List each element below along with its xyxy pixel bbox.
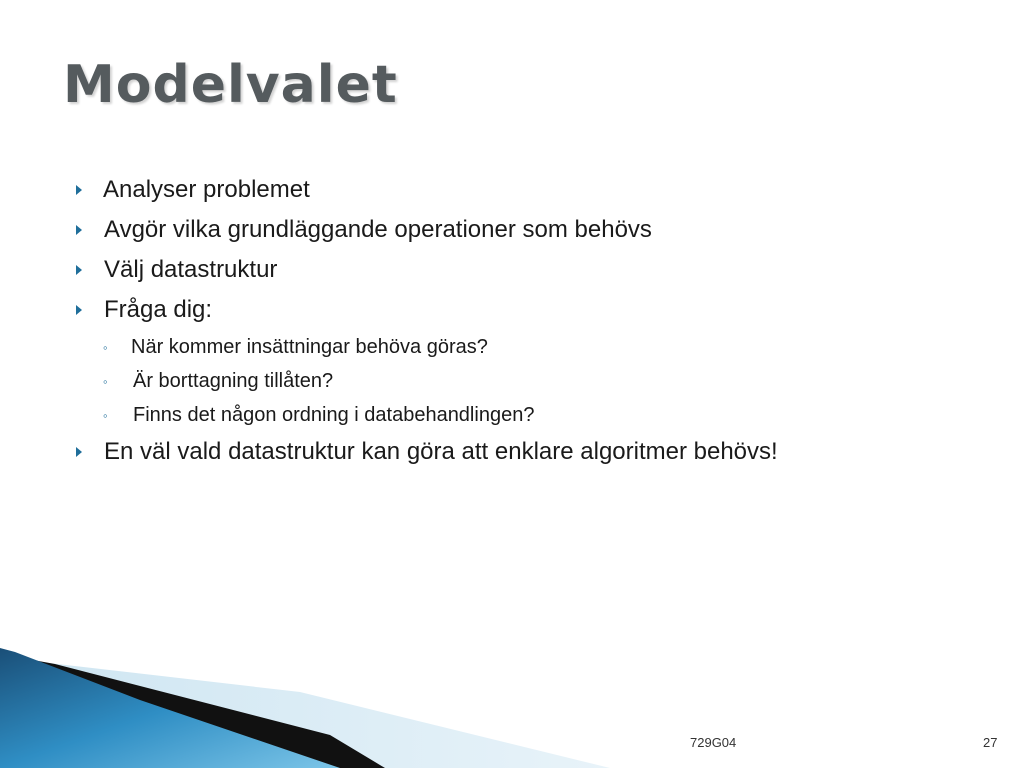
bullet-text: Välj datastruktur (104, 256, 278, 283)
footer-page-number: 27 (983, 735, 998, 750)
sub-bullet-item (103, 335, 488, 359)
bullet-item (76, 256, 277, 284)
triangle-bullet-icon (76, 305, 82, 315)
triangle-bullet-icon (76, 225, 82, 235)
triangle-bullet-icon (76, 447, 82, 457)
triangle-bullet-icon (76, 265, 82, 275)
bullet-item (76, 438, 778, 466)
bullet-text: En väl vald datastruktur kan göra att enklare algoritmer behövs! (104, 438, 778, 465)
bullet-item (76, 176, 310, 204)
bullet-text: När kommer insättningar behöva göras? (131, 336, 488, 358)
slide-title: Modelvalet (63, 55, 398, 115)
bullet-text: Fråga dig: (104, 296, 213, 323)
bullet-text: Är borttagning tillåten? (133, 370, 334, 392)
triangle-bullet-icon (76, 185, 82, 195)
bullet-text: Finns det någon ordning i databehandlingen? (133, 404, 535, 426)
bullet-item (76, 216, 652, 244)
circle-bullet-icon: ◦ (103, 408, 108, 423)
footer-course-code: 729G04 (690, 735, 737, 750)
sub-bullet-item (103, 369, 333, 393)
bullet-text: Avgör vilka grundläggande operationer som behövs (104, 216, 652, 243)
circle-bullet-icon: ◦ (103, 340, 108, 355)
bullet-text: Analyser problemet (103, 176, 310, 203)
circle-bullet-icon: ◦ (103, 374, 108, 389)
bullet-item (76, 296, 212, 324)
sub-bullet-item (103, 403, 534, 427)
